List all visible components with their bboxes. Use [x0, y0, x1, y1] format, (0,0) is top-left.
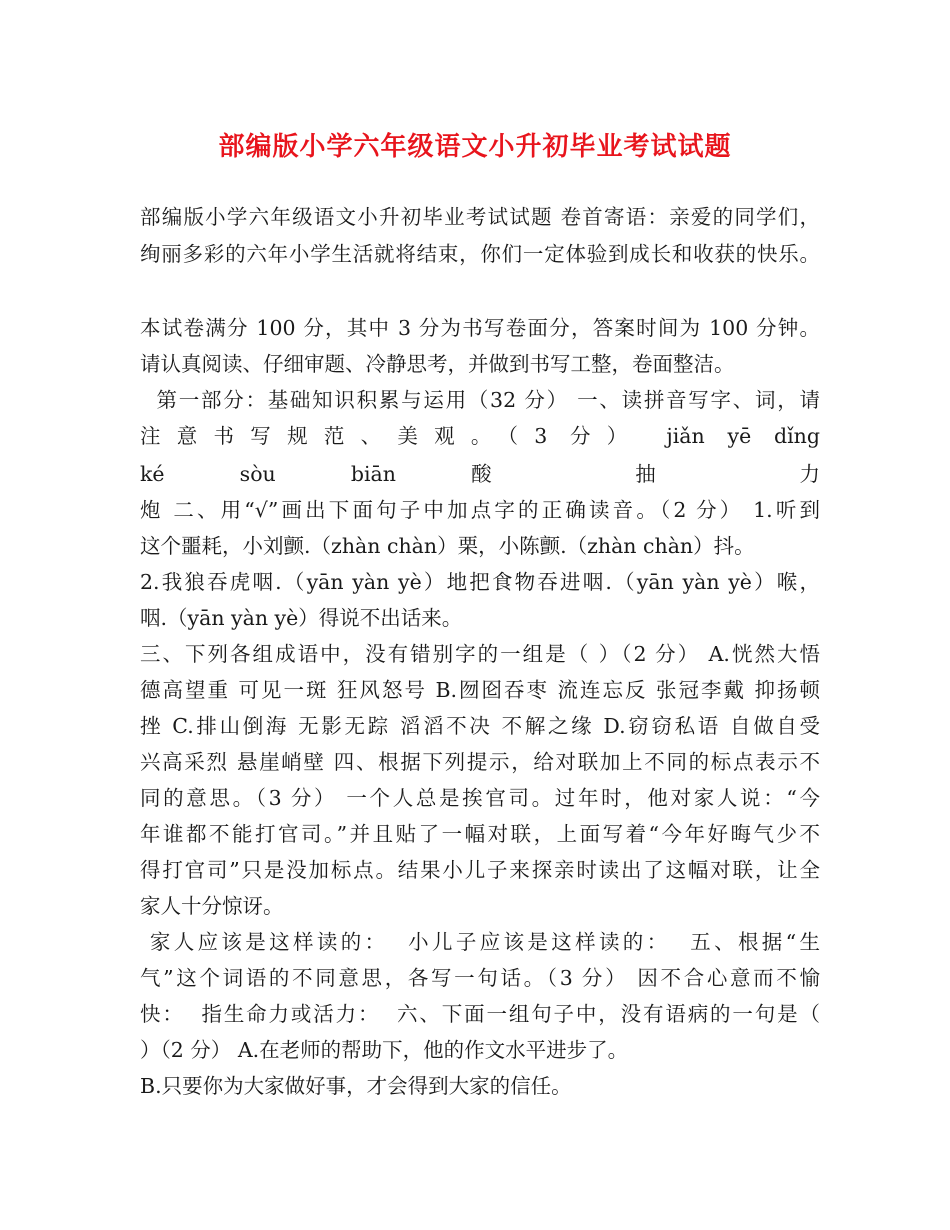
body-line: 2.我狼吞虎咽.（yān yàn yè）地把食物吞进咽.（yān yàn yè）喉， [140, 570, 820, 594]
body-line: 绚丽多彩的六年小学生活就将结束，你们一定体验到成长和收获的快乐。 [140, 242, 820, 266]
body-line: 三、下列各组成语中，没有错别字的一组是（ ）（2 分） A.恍然大悟 [140, 642, 820, 666]
body-line: ké sòu biān 酸 抽 力 [140, 462, 820, 486]
body-line: 注意书写规范、美观。（3 分） jiǎn yē dǐng [140, 424, 820, 448]
body-line: B.只要你为大家做好事，才会得到大家的信任。 [140, 1074, 572, 1098]
body-line: 家人十分惊讶。 [140, 894, 284, 918]
body-line: 家人应该是这样读的： 小儿子应该是这样读的： 五、根据“生 [140, 930, 820, 954]
body-line: 炮 二、用“√”画出下面句子中加点字的正确读音。（2 分） 1.听到 [140, 498, 820, 522]
document-title: 部编版小学六年级语文小升初毕业考试试题 [218, 132, 732, 162]
body-line: 挫 C.排山倒海 无影无踪 滔滔不决 不解之缘 D.窃窃私语 自做自受 [140, 714, 820, 738]
body-line: 兴高采烈 悬崖峭壁 四、根据下列提示，给对联加上不同的标点表示不 [140, 750, 820, 774]
body-line: 同的意思。（3 分） 一个人总是挨官司。过年时，他对家人说：“今 [140, 786, 820, 810]
body-line: 气”这个词语的不同意思，各写一句话。（3 分） 因不合心意而不愉 [140, 966, 820, 990]
body-line: 年谁都不能打官司。”并且贴了一幅对联，上面写着“今年好晦气少不 [140, 822, 820, 846]
body-line: 快： 指生命力或活力： 六、下面一组句子中，没有语病的一句是（ [140, 1002, 820, 1026]
body-line: ）（2 分） A.在老师的帮助下，他的作文水平进步了。 [140, 1038, 629, 1062]
body-line: 德高望重 可见一斑 狂风怒号 B.囫囵吞枣 流连忘反 张冠李戴 抑扬顿 [140, 678, 820, 702]
body-line: 本试卷满分 100 分，其中 3 分为书写卷面分，答案时间为 100 分钟。 [140, 316, 820, 340]
body-line: 第一部分：基础知识积累与运用（32 分） 一、读拼音写字、词，请 [140, 388, 820, 412]
body-line: 这个噩耗，小刘颤.（zhàn chàn）栗，小陈颤.（zhàn chàn）抖。 [140, 534, 755, 558]
body-line: 请认真阅读、仔细审题、冷静思考，并做到书写工整，卷面整洁。 [140, 352, 735, 376]
body-line: 部编版小学六年级语文小升初毕业考试试题 卷首寄语：亲爱的同学们， [140, 205, 820, 229]
body-line: 咽.（yān yàn yè）得说不出话来。 [140, 606, 463, 630]
body-line: 得打官司”只是没加标点。结果小儿子来探亲时读出了这幅对联，让全 [140, 858, 820, 882]
